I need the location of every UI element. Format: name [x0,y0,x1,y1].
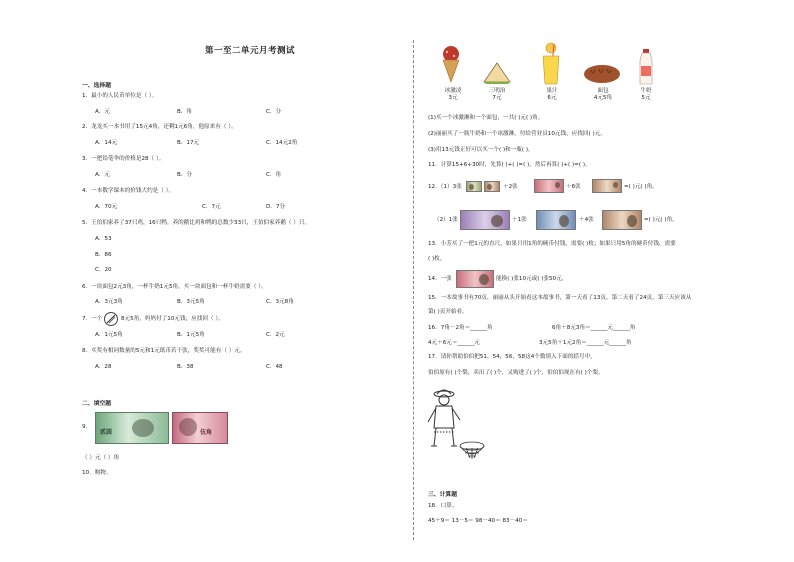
question-18: 18．口算。 [428,503,458,509]
option: A．元 [95,172,111,178]
farmer-with-basket-illustration [422,386,494,464]
option: B．86 [95,252,112,258]
option: B．分 [177,172,193,178]
option: A．14元 [95,140,118,146]
question-10: 10．购物。 [82,470,112,476]
mental-math-row: 45＋9＝ 13－5＝ 98－40＝ 83－40＝ [428,518,528,524]
question-16-b: 6角＋8元3角＝______元______角 [552,325,636,331]
question-16-a: 16．7角－2角＝______角 [428,325,493,331]
banknote-image [592,179,622,193]
question-16-c: 4元＋6元＝______元 [428,340,480,346]
item-price: 4元5角 [593,95,613,101]
sandwich-icon [482,60,512,86]
item-name: 牛奶 [640,88,652,94]
option: C．角 [266,172,282,178]
item-price: 6元 [547,95,557,101]
section-heading-choice: 一、选择题 [82,83,111,89]
option: B．17元 [177,140,200,146]
item-name: 面包 [597,88,609,94]
question-10-3: (3)用13元钱正好可以买一个( )和一瓶( )。 [428,147,534,153]
question-15: 15．一本故事书有70页，丽丽从头开始看这本故事书，第一天看了13页，第二天看了24页，第三天应该从 [428,295,692,301]
section-heading-calc: 三、计算题 [428,492,457,498]
item-name: 冰激凌 [444,88,462,94]
ice-cream-icon [441,44,461,84]
option: C．48 [266,364,283,370]
question-10-2: (2)丽丽买了一瓶牛奶和一个冰激淋，付给营业员10元钱，应找回( )元。 [428,131,606,137]
option: B．角 [177,109,193,115]
question-13-cont: ( )枚。 [428,256,446,262]
question-9-answer: （ ）元（ ）角 [82,455,120,461]
option: C．20 [95,267,112,273]
question-17-blanks: 伯伯原有( )个梨，卖出了( )个，又购进了( )个，伯伯伯现在有( )个梨。 [428,370,604,376]
banknote-image [484,181,500,192]
option: A．元 [95,109,111,115]
option: C．7元 [202,204,221,210]
item-name: 三明治 [488,88,506,94]
banknote-image [466,181,482,192]
banknote-2-yuan-image: 贰圆 [95,412,169,444]
bread-icon [583,62,621,84]
option: A．3元3角 [95,299,123,305]
question-13: 13．小芳买了一把1元的直尺，如果只用1角的硬币付钱，需要( )枚；如果只用5角的硬币付钱，需要 [428,241,676,247]
question-17: 17．请你帮助伯伯把51，54，56，58这4个数填入下面的括号中。 [428,354,596,360]
banknote-image [534,179,564,193]
banknote-5-jiao-image: 伍角 [172,412,228,444]
question-11: 11．计算15+6+30时，先算( )+( )=( )，然后再算( )+( )=( )。 [428,162,591,168]
column-divider [413,40,414,540]
item-price: 5元 [641,95,651,101]
banknote-image [460,210,510,230]
item-price: 7元 [492,95,502,101]
milk-bottle-icon [638,48,654,86]
option: B．1元5角 [177,332,205,338]
question-15-cont: 第( )页开始看。 [428,309,468,315]
page-title: 第一至二单元月考测试 [205,46,296,56]
option: B．38 [177,364,194,370]
item-price: 3元 [448,95,458,101]
option: D．7分 [266,204,286,210]
option: A．53 [95,236,112,242]
option: A．70元 [95,204,118,210]
item-name: 果汁 [546,88,558,94]
option: A．28 [95,364,112,370]
question-16-d: 3元5角＋1元2角＝______元______角 [539,340,632,346]
option: A．1元5角 [95,332,123,338]
question-10-1: (1)买一个冰激淋和一个面包，一共( )元( )角。 [428,115,544,121]
compass-tool-icon [103,311,119,327]
banknote-image [602,210,642,230]
juice-icon [539,42,563,86]
section-heading-fill: 二、填空题 [82,401,111,407]
option: C．分 [266,109,282,115]
banknote-100-yuan-image [456,270,494,288]
banknote-image [536,210,576,230]
option: C．3元8角 [266,299,294,305]
option: C．2元 [266,332,285,338]
option: B．3元5角 [177,299,205,305]
question-9-label: 9． [82,424,92,430]
option: C．14元2角 [266,140,298,146]
